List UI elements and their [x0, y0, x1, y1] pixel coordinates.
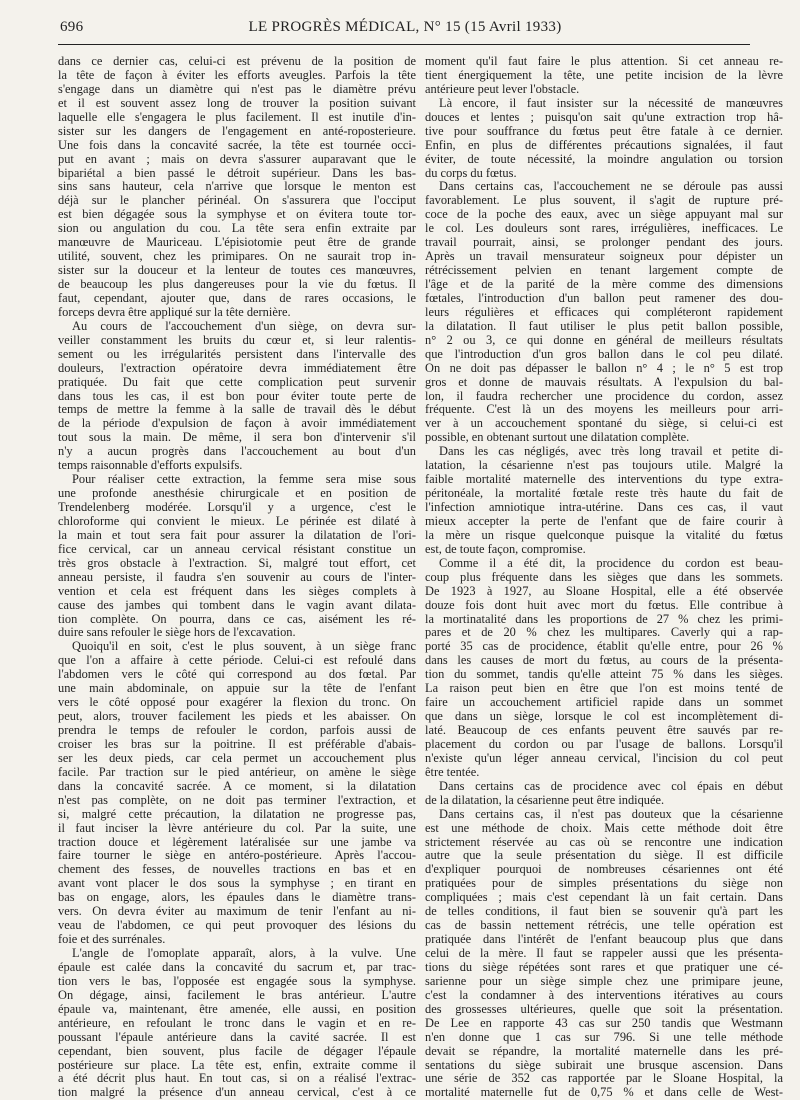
text-line: vention et cela est fréquent dans les sièges complets à	[58, 584, 416, 598]
text-line: traction douce et légèrement latéralisée sur une jambe va	[58, 835, 416, 849]
text-line: dans tous les cas, il est bon pour éviter toute perte de	[58, 389, 416, 403]
text-line: douleurs, l'extraction opératoire devra immédiatement être	[58, 361, 416, 375]
text-line: sister sur la douceur et la lenteur de toutes ces manœuvres,	[58, 264, 416, 278]
text-line: veiller constamment les bruits du cœur et, si leur ralentis-	[58, 333, 416, 347]
text-line: lon, il faudra rechercher une procidence du cordon, assez	[425, 389, 783, 403]
text-line: la mère un risque quelconque puisque la vitalité du fœtus	[425, 528, 783, 542]
text-line: tout sous la main. De même, il sera bon d'intervenir s'il	[58, 431, 416, 445]
text-line: laquelle elle s'engagera le plus facilement. Il est inutile d'in-	[58, 110, 416, 124]
text-line: est bien dégagée sous la symphyse et on évitera toute tor-	[58, 208, 416, 222]
text-line: n'est pas complète, on ne doit pas terminer l'extraction, et	[58, 793, 416, 807]
text-line: ser les deux pieds, car cela permet un accouchement plus	[58, 751, 416, 765]
text-line: la tête de façon à éviter les efforts aveugles. Parfois la tête	[58, 68, 416, 82]
text-line: On dégage, ainsi, facilement le bras antérieur. L'autre	[58, 988, 416, 1002]
text-line: chloroforme qui convient le mieux. Le périnée est dilaté à	[58, 514, 416, 528]
text-line: bipariétal a bien passé le détroit supérieur. Dans les bas-	[58, 166, 416, 180]
text-line: duire sans refouler le siège hors de l'excavation.	[58, 626, 296, 640]
text-line: tion malgré la présence d'un anneau cervical, c'est à ce	[58, 1086, 416, 1100]
text-line: rétrécissement pelvien en tenant largement compte de	[425, 264, 783, 278]
text-line: et il est souvent assez long de trouver la position suivant	[58, 96, 416, 110]
text-line: douces et lentes ; puisqu'on sait qu'une extraction trop hâ-	[425, 110, 783, 124]
text-line: Pour réaliser cette extraction, la femme sera mise sous	[72, 473, 416, 487]
text-line: tions du siège répétées sont rares et que pratiquer une cé-	[425, 960, 783, 974]
text-line: placement du cordon ou par l'usage de ballons. Lorsqu'il	[425, 737, 783, 751]
text-line: des grossesses ultérieures, quelle que soit la présentation.	[425, 1002, 783, 1016]
text-line: péritonéale, la mortalité fœtale reste très haute du fait de	[425, 487, 783, 501]
text-line: faut, cependant, ajouter que, dans de rares occasions, le	[58, 291, 416, 305]
text-line: De Lee en rapporte 43 cas sur 250 tandis que Westmann	[425, 1016, 783, 1030]
text-line: dans la concavité sacrée. A ce moment, si la dilatation	[58, 779, 416, 793]
text-line: tion complète. On pourra, dans ce cas, aisément les ré-	[58, 612, 416, 626]
text-line: put en avant ; mais on devra s'assurer auparavant que le	[58, 152, 416, 166]
text-line: postérieure sur place. La tête est, enfin, extraite comme il	[58, 1058, 416, 1072]
text-line: tient énergiquement la tête, une petite incision de la lèvre	[425, 68, 783, 82]
text-line: Dans certains cas de procidence avec col épais en début	[439, 779, 783, 793]
text-line: coce de la poche des eaux, avec un siège appuyant mal sur	[425, 208, 783, 222]
text-line: Une fois dans la concavité sacrée, la tête est tournée occi-	[58, 138, 416, 152]
text-line: mieux accepter la perte de l'enfant que de faire courir à	[425, 514, 783, 528]
text-line: douze fois dont huit avec mort du fœtus. Elle contribue à	[425, 598, 783, 612]
text-line: la main et tout sera fait pour assurer la dilatation de l'ori-	[58, 528, 416, 542]
text-line: travail pourrait, ainsi, se prolonger pendant des jours.	[425, 236, 783, 250]
text-line: cas de bassin nettement rétrécis, une telle opération est	[425, 919, 783, 933]
text-line: vers. On devra éviter au maximum de tenir l'enfant au ni-	[58, 905, 416, 919]
journal-title: LE PROGRÈS MÉDICAL, N° 15 (15 Avril 1933)	[248, 19, 562, 35]
text-line: Quoiqu'il en soit, c'est le plus souvent, à un siège franc	[72, 640, 416, 654]
header-rule	[58, 44, 750, 45]
text-line: une série de 352 cas rapportée par le Sloane Hospital, la	[425, 1072, 783, 1086]
text-line: peut, alors, trouver facilement les pieds et les abaisser. On	[58, 710, 416, 724]
text-line: temps raisonnable d'efforts expulsifs.	[58, 459, 243, 473]
text-line: du corps du fœtus.	[425, 166, 517, 180]
text-line: n'y a aucun progrès dans l'accouchement au bout d'un	[58, 445, 416, 459]
text-line: compliquées ; mais c'est cependant là un fait certain. Dans	[425, 891, 783, 905]
right-text-column	[425, 55, 783, 1100]
text-line: foie et des surrénales.	[58, 933, 166, 947]
text-line: épaule est calée dans la concavité du sacrum et, par trac-	[58, 960, 416, 974]
text-line: antérieure peut lever l'obstacle.	[425, 82, 580, 96]
text-line: temps de mettre la femme à la salle de travail dès le début	[58, 403, 416, 417]
text-line: très gros obstacle à l'extraction. Si, malgré tout effort, cet	[58, 556, 416, 570]
text-line: faire tourner le siège en antéro-postérieure. Après l'accou-	[58, 849, 416, 863]
text-line: n'en donne que 1 cas sur 796. Si une telle méthode	[425, 1030, 783, 1044]
text-line: sarienne pour un siège simple chez une primipare jeune,	[425, 974, 783, 988]
text-line: de telles conditions, il faut bien se souvenir qu'à part les	[425, 905, 783, 919]
text-line: dans ce dernier cas, celui-ci est prévenu de la position de	[58, 55, 416, 68]
text-line: veau de l'abdomen, ce qui peut provoquer des lésions du	[58, 919, 416, 933]
text-line: de beaucoup les plus dangereuses pour la vie du fœtus. Il	[58, 278, 416, 291]
text-line: antérieure, en refoulant le tronc dans le vagin et en re-	[58, 1016, 416, 1030]
text-line: faible mortalité maternelle des interventions du type extra-	[425, 473, 783, 487]
text-line: La raison peut bien en être que l'on est moins tenté de	[425, 682, 783, 696]
text-line: être tentée.	[425, 765, 480, 779]
text-line: pares et de 20 % chez les multipares. Caverly qui a rap-	[425, 626, 783, 640]
text-line: gros et donne de mauvais résultats. A l'expulsion du bal-	[425, 375, 783, 389]
text-line: est, de toute façon, compromise.	[425, 542, 586, 556]
text-line: que l'on a affaire à cette période. Celui-ci est refoulé dans	[58, 654, 416, 668]
left-text-column	[58, 55, 416, 1100]
text-line: Après un travail mensurateur soigneux pour dépister un	[425, 250, 783, 264]
text-line: si, malgré cette précaution, la dilatation ne progresse pas,	[58, 807, 416, 821]
text-line: moment qu'il faut faire le plus attention. Si cet anneau re-	[425, 55, 783, 68]
text-line: sement ou les irrégularités persistent dans l'intervalle des	[58, 347, 416, 361]
text-line: est une méthode de choix. Mais cette méthode doit être	[425, 821, 783, 835]
text-line: sins sans hauteur, cela n'arrive que lorsque le menton est	[58, 180, 416, 194]
text-line: possible, en obtenant surtout une dilatation complète.	[425, 431, 690, 445]
text-line: de la dilatation, la césarienne peut être indiquée.	[425, 793, 665, 807]
text-line: L'angle de l'omoplate apparaît, alors, à la vulve. Une	[72, 947, 416, 960]
text-line: n° 2 ou 3, ce qui donne en général de meilleurs résultats	[425, 333, 783, 347]
text-line: strictement réservée au cas où se rencontre une indication	[425, 835, 783, 849]
text-line: la dilatation. Il faut utiliser le plus petit ballon possible,	[425, 319, 783, 333]
text-line: favorablement. Le plus souvent, il s'agit de rupture pré-	[425, 194, 783, 208]
text-line: chement des fesses, de nouvelles tractions en bas et en	[58, 863, 416, 877]
text-line: Dans certains cas, il n'est pas douteux que la césarienne	[439, 807, 783, 821]
text-line: De 1923 à 1927, au Sloane Hospital, elle a été observée	[425, 584, 783, 598]
text-line: Au cours de l'accouchement d'un siège, on devra sur-	[72, 319, 416, 333]
text-line: a été décrit plus haut. En tout cas, si on a réalisé l'extrac-	[58, 1072, 416, 1086]
text-line: devait se répandre, la mortalité maternelle dans les pré-	[425, 1044, 783, 1058]
text-line: tion vers le bas, l'opposée est engagée sous la symphyse.	[58, 974, 416, 988]
text-line: déjà sur le plancher périnéal. On s'assurera que l'occiput	[58, 194, 416, 208]
text-line: ver à un accouchement spontané du siège, si celui-ci est	[425, 417, 783, 431]
text-line: l'âge et de la parité de la mère comme des dimensions	[425, 278, 783, 291]
text-line: tive pour souffrance du fœtus peut être fatale à ce dernier.	[425, 124, 783, 138]
text-line: sion ou angulation du cou. La tête sera enfin extraite par	[58, 222, 416, 236]
text-line: utilité, souvent, chez les primipares. On ne saurait trop in-	[58, 250, 416, 264]
text-line: il faut inciser la lèvre antérieure du col. Par la suite, une	[58, 821, 416, 835]
text-line: Enfin, en plus de différentes précautions signalées, il faut	[425, 138, 783, 152]
text-line: pratiquée. Du fait que cette complication peut survenir	[58, 375, 416, 389]
text-line: cependant, bien souvent, plus facile de dégager l'épaule	[58, 1044, 416, 1058]
text-line: manœuvre de Mauriceau. L'épisiotomie peut être de grande	[58, 236, 416, 250]
text-line: avant vont placer le dos sous la symphyse ; en tirant en	[58, 877, 416, 891]
text-line: c'est la condamner à des interventions itératives au cours	[425, 988, 783, 1002]
text-line: l'infection amniotique intra-utérine. Dans ces cas, il vaut	[425, 501, 783, 514]
text-line: croiser les bras sur la poitrine. Il est préférable d'abais-	[58, 737, 416, 751]
text-line: de la période d'expulsion de façon à avoir immédiatement	[58, 417, 416, 431]
text-line: fréquente. C'est là un des moyens les meilleurs pour arri-	[425, 403, 783, 417]
text-line: une main abdominale, on appuie sur la tête de l'enfant	[58, 682, 416, 696]
text-line: n'existe qu'un léger anneau cervical, l'incision du col peut	[425, 751, 783, 765]
text-line: fœtales, l'introduction d'un ballon peut ramener des dou-	[425, 291, 783, 305]
text-line: porté 35 cas de procidence, établit qu'elle entre, pour 26 %	[425, 640, 783, 654]
text-line: sister sur les dangers de l'engagement en anté-roposterieure.	[58, 124, 416, 138]
text-line: laté. Beaucoup de ces enfants peuvent être sauvés par re-	[425, 724, 783, 737]
text-line: épaule va, maintenant, être amenée, elle aussi, en position	[58, 1002, 416, 1016]
text-line: une profonde anesthésie chirurgicale et en position de	[58, 487, 416, 501]
text-line: d'expliquer pourquoi de nombreuses césariennes ont été	[425, 863, 783, 877]
text-line: fice cervical, car un anneau cervical résistant constitue un	[58, 542, 416, 556]
text-line: poussant l'épaule antérieure dans la cavité sacrée. Il est	[58, 1030, 416, 1044]
text-line: celui de la mère. Il faut se rappeler aussi que les présenta-	[425, 947, 783, 960]
text-line: s'engage dans un diamètre qui n'est pas le diamètre prévu	[58, 82, 416, 96]
text-line: leurs régulières et efficaces qui compléteront rapidement	[425, 305, 783, 319]
text-line: mortalité maternelle fut de 0,75 % et dans celle de West-	[425, 1086, 783, 1100]
text-line: autre que la seule présentation du siège. Il est difficile	[425, 849, 783, 863]
text-line: Dans certains cas, l'accouchement ne se déroule pas aussi	[439, 180, 783, 194]
text-line: que l'introduction d'un gros ballon dans le col peu dilaté.	[425, 347, 783, 361]
text-line: On ne doit pas dépasser le ballon n° 4 ; le n° 5 est trop	[425, 361, 783, 375]
page-number: 696	[60, 19, 84, 35]
text-line: latation, la césarienne n'est pas toujours utile. Malgré la	[425, 459, 783, 473]
text-line: forceps devra être appliqué sur la tête dernière.	[58, 305, 291, 319]
text-line: le col. Les douleurs sont rares, irrégulières, inefficaces. Le	[425, 222, 783, 236]
text-line: cause des jambes qui tombent dans le vagin avant dilata-	[58, 598, 416, 612]
text-line: bas on engage, alors, les épaules dans le diamètre trans-	[58, 891, 416, 905]
text-line: l'abdomen vers le côté qui correspond au dos fœtal. Par	[58, 668, 416, 682]
text-line: que dans un siège, lorsque le col est incomplètement di-	[425, 710, 783, 724]
text-line: Là encore, il faut insister sur la nécessité de manœuvres	[439, 96, 783, 110]
text-line: sentations du siège subirait une brusque ascension. Dans	[425, 1058, 783, 1072]
text-line: Trendelenberg modérée. Lorsqu'il y a urgence, c'est le	[58, 501, 416, 514]
running-header	[60, 19, 750, 41]
text-line: éviter, de toute nécessité, la moindre angulation ou torsion	[425, 152, 783, 166]
text-line: anneau persiste, il faudra s'en souvenir au cours de l'inter-	[58, 570, 416, 584]
text-line: coup plus fréquente dans les sièges que dans les sommets.	[425, 570, 783, 584]
text-line: facile. Par traction sur le pied antérieur, on amène le siège	[58, 765, 416, 779]
text-line: Dans les cas négligés, avec très long travail et petite di-	[439, 445, 783, 459]
text-line: pratiquées pour de simples présentations du siège non	[425, 877, 783, 891]
text-line: pratiquée dans l'intérêt de l'enfant beaucoup plus que dans	[425, 933, 783, 947]
text-line: Comme il a été dit, la procidence du cordon est beau-	[439, 556, 783, 570]
text-line: faire un accouchement artificiel rapide dans un sommet	[425, 696, 783, 710]
text-line: tion du sommet, tandis qu'elle atteint 75 % dans les sièges.	[425, 668, 783, 682]
text-line: prendra le temps de refouler le cordon, parfois aussi de	[58, 724, 416, 737]
text-line: la mortinatalité dans les proportions de 27 % chez les primi-	[425, 612, 783, 626]
text-line: vers le côté opposé pour exagérer la flexion du tronc. On	[58, 696, 416, 710]
text-line: dans les causes de mort du fœtus, au cours de la présenta-	[425, 654, 783, 668]
